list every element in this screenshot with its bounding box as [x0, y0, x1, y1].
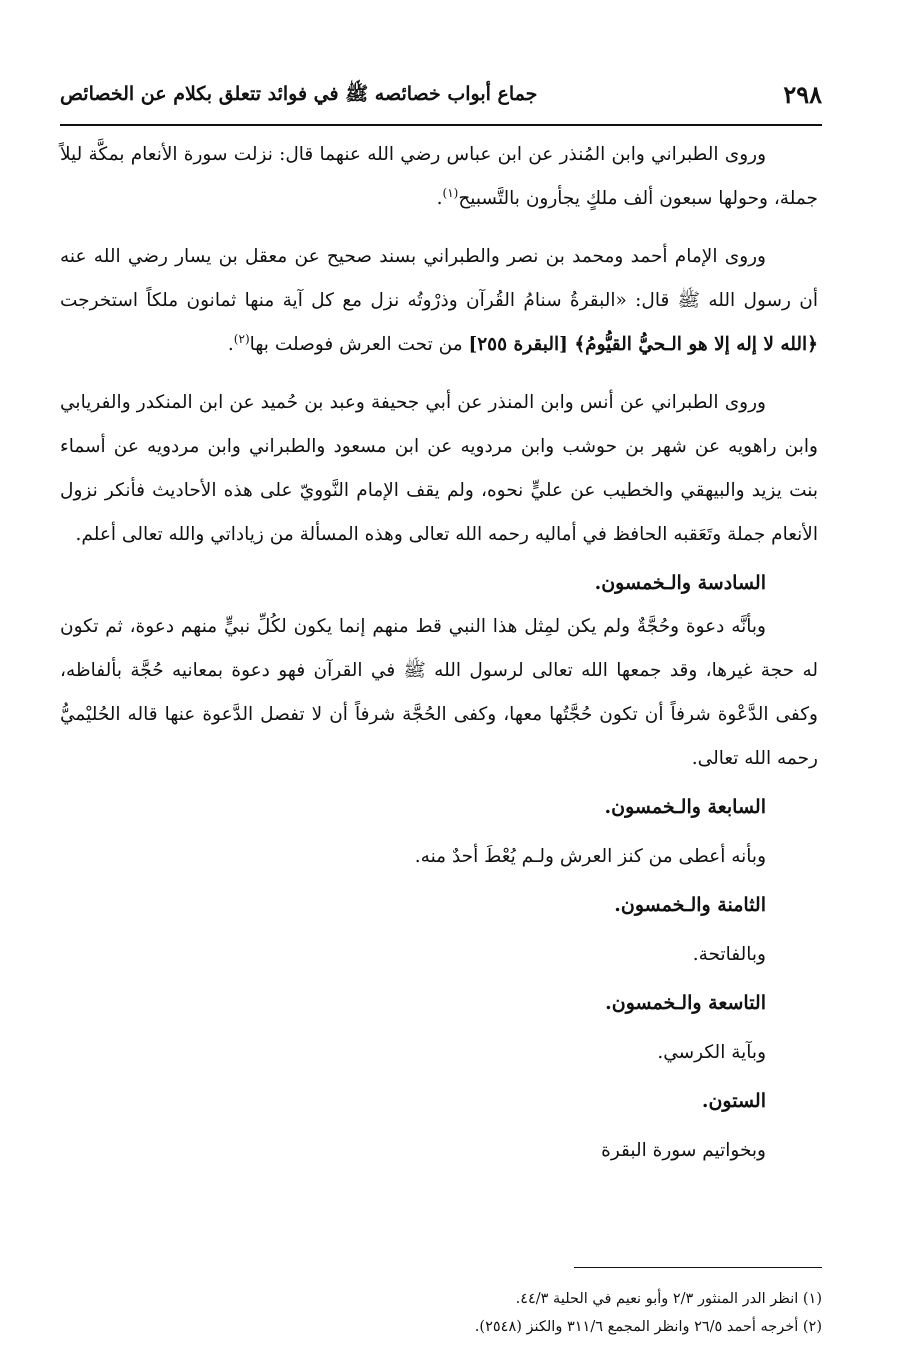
paragraph-dawa-hujja: وبأنَّه دعوة وحُجَّةٌ ولم يكن لمِثل هذا النبي قط منهم إنما يكون لكُلِّ نبيٍّ منهم دعوة، ثم تكون له حجة غيرها، وقد جمعها الله تعالى لرسول الله ﷺ في القرآن فهو دعوة بمعانيه حُجَّة بألفاظه، وكفى الدَّعْوة شرفاً أن تكون حُجَّتُها معها، وكفى الحُجَّة شرفاً أن لا تفصل الدَّعوة عنها قاله الحُليْميُّ رحمه الله تعالى. — [60, 616, 818, 769]
footnote-1: (١) انظر الدر المنثور ٢/٣ وأبو نعيم في الحلية ٤٤/٣. — [515, 1291, 822, 1307]
footnotes — [122, 1285, 822, 1341]
paragraph-narrations: وروى الطبراني عن أنس وابن المنذر عن أبي جحيفة وعبد بن حُميد عن ابن المنكدر والفريابي وابن راهويه عن شهر بن حوشب وابن مردويه عن ابن مسعود والطبراني وابن مردويه عن أسماء بنت يزيد والبيهقي والخطيب عن عليٍّ نحوه، ولم يقف الإمام النَّوويّ على هذه الأحاديث فأنكر نزول الأنعام جملة وتَعَقبه الحافظ في أماليه رحمه الله تعالى وهذه المسألة من زياداتي والله تعالى أعلم. — [60, 392, 818, 545]
paragraph-baqara-end: . — [227, 334, 234, 355]
footnote-2: (٢) أخرجه أحمد ٢٦/٥ وانظر المجمع ٣١١/٦ والكنز (٢٥٤٨). — [474, 1319, 822, 1335]
paragraph-anam-text: وروى الطبراني وابن المُنذر عن ابن عباس رضي الله عنهما قال: نزلت سورة الأنعام بمكَّة ليلاً جملة، وحولها سبعون ألف ملكٍ يجأرون بالتَّسبيح — [60, 144, 818, 209]
quran-verse: ﴿الله لا إله إلا هو الـحيُّ القيُّومُ﴾ [البقرة ٢٥٥] — [468, 334, 818, 355]
section-text-59: وبآية الكرسي. — [657, 1042, 766, 1063]
footnote-ref-2[interactable]: (٢) — [233, 331, 250, 346]
footnote-ref-1[interactable]: (١) — [442, 185, 459, 200]
main-text — [60, 133, 818, 1173]
paragraph-baqara — [60, 235, 818, 367]
section-heading-60: الستون. — [701, 1090, 766, 1112]
running-header — [60, 78, 822, 118]
section-text-58: وبالفاتحة. — [692, 944, 766, 965]
page-number: ٢٩٨ — [783, 80, 822, 109]
section-heading-59: التاسعة والـخمسون. — [605, 992, 766, 1014]
footnote-divider — [574, 1267, 822, 1268]
paragraph-anam: وروى الطبراني وابن المُنذر عن ابن عباس رضي الله عنهما قال: نزلت سورة الأنعام بمكَّة ليلاً جملة، وحولها سبعون ألف ملكٍ يجأرون بالتَّسبيح$^{(١)}$. — [60, 144, 818, 209]
paragraph-baqara-text-b: من تحت العرش فوصلت بها — [249, 334, 469, 355]
section-heading-58: الثامنة والـخمسون. — [614, 894, 766, 916]
section-text-57: وبأنه أعطى من كنز العرش ولـم يُعْطَ أحدٌ منه. — [414, 846, 766, 867]
section-text-60: وبخواتيم سورة البقرة — [601, 1140, 766, 1161]
running-title: جماع أبواب خصائصه ﷺ في فوائد تتعلق بكلام عن الخصائص — [60, 83, 538, 105]
section-heading-57: السابعة والـخمسون. — [604, 796, 766, 818]
section-heading-56: السادسة والـخمسون. — [594, 572, 766, 594]
header-divider — [60, 124, 822, 126]
paragraph-baqara-text-a: وروى الإمام أحمد ومحمد بن نصر والطبراني بسند صحيح عن معقل بن يسار رضي الله عنه أن رسول الله ﷺ قال: «البقرةُ سنامُ القُرآن وذرْوتُه نزل مع كل آية منها ثمانون ملكاً استخرجت — [60, 246, 818, 311]
